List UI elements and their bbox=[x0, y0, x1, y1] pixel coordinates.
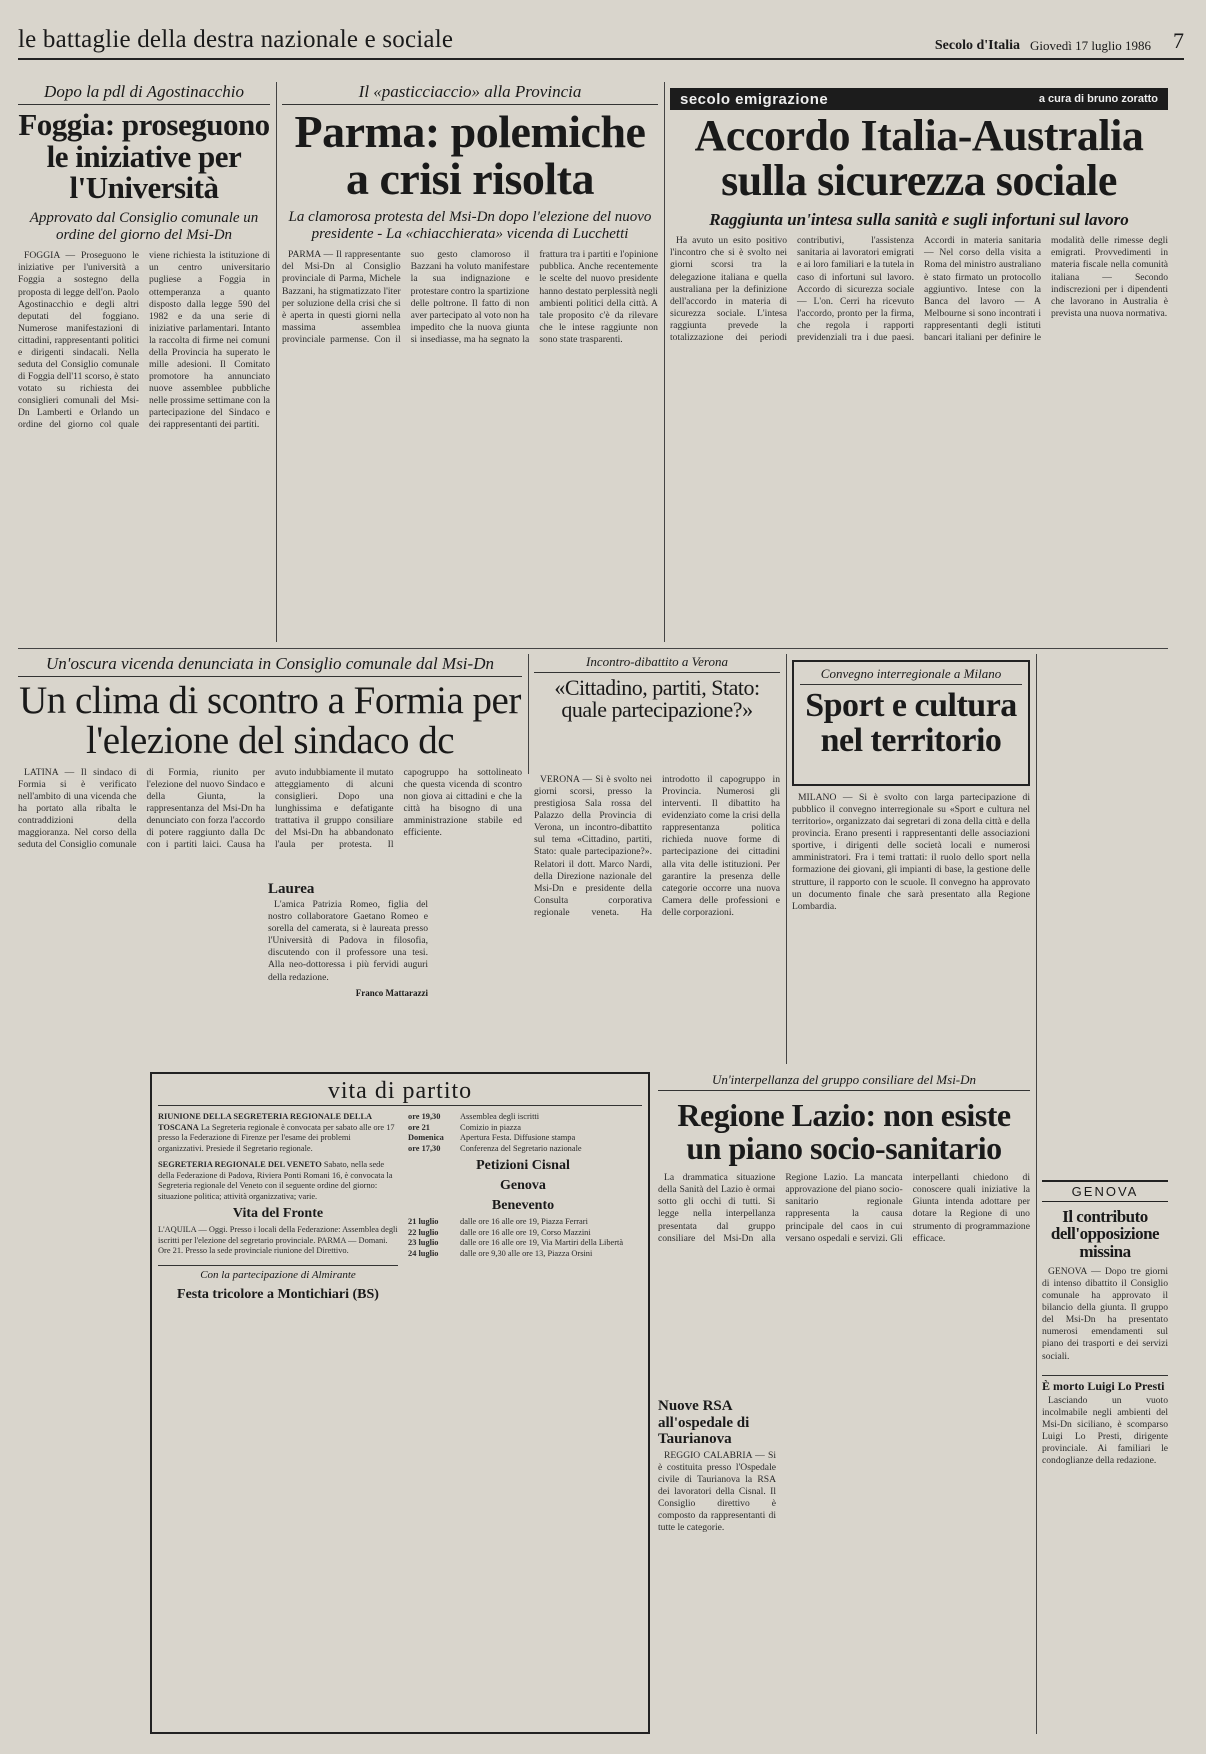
schedule-row bbox=[408, 1228, 638, 1239]
article-body bbox=[282, 249, 658, 346]
vita-columns bbox=[158, 1112, 642, 1306]
article-body bbox=[18, 767, 522, 877]
schedule-row bbox=[408, 1112, 638, 1123]
schedule-time: 22 luglio bbox=[408, 1227, 439, 1237]
schedule-text: Assemblea degli iscritti bbox=[460, 1112, 540, 1121]
schedule-row bbox=[408, 1249, 638, 1260]
article-body bbox=[658, 1172, 1030, 1392]
column-rule bbox=[1036, 654, 1037, 1734]
article-kicker: Il «pasticciaccio» alla Provincia bbox=[282, 82, 658, 105]
article-text: PARMA — Il rappresentante del Msi-Dn al Consiglio provinciale di Parma, Michele Bazzani, ha stigmatizzato l'iter per soluzione della crisi che si è aperta in questi giorni nella massima assemblea provinciale parmense. Con il suo gesto clamoroso il Bazzani ha voluto manifestare la sua indignazione e protestare contro la spartizione delle poltrone. Il fatto di non aver partecipato al voto non ha impedito che la nuova giunta si insediasse, ma ha segnato la frattura tra i partiti e l'opinione pubblica. Anche recentemente le scelte del nuovo presidente hanno destato perplessità negli ambienti politici della città. A tale proposito c'è da rilevare che le intese raggiunte non sono state trasparenti. bbox=[282, 249, 658, 345]
vita-item bbox=[158, 1160, 398, 1202]
vita-item-text: Sabato, nella sede della Federazione di Padova, Riviera Ponti Romani 16, è convocata la Segreteria regionale del Veneto con il seguente ordine del giorno: situazione politica; attività organizzativa; varie. bbox=[158, 1160, 393, 1201]
article-kicker: Incontro-dibattito a Verona bbox=[534, 654, 780, 673]
schedule-row bbox=[408, 1217, 638, 1228]
vita-subheading: Vita del Fronte bbox=[232, 1206, 324, 1221]
row-rule bbox=[18, 648, 1168, 649]
schedule-text: dalle ore 16 alle ore 19, Piazza Ferrari bbox=[460, 1217, 588, 1226]
festa-box bbox=[158, 1265, 398, 1303]
banner-title: secolo emigrazione bbox=[680, 90, 829, 108]
schedule-time: 24 luglio bbox=[408, 1248, 439, 1258]
article-kicker: Convegno interregionale a Milano bbox=[800, 666, 1022, 685]
schedule-time: 21 luglio bbox=[408, 1217, 439, 1226]
laurea-text: L'amica Patrizia Romeo, figlia del nostro collaboratore Gaetano Romeo e sorella del camerata, si è laureata presso l'Università di Padova in filosofia, discutendo con il professore una tesi. Alla neo-dottoressa i più fervidi auguri della redazione. bbox=[268, 899, 428, 983]
vita-title: vita di partito bbox=[158, 1078, 642, 1106]
schedule-time: ore 17,30 bbox=[408, 1143, 441, 1153]
laurea-box bbox=[268, 881, 428, 998]
article-body bbox=[18, 250, 270, 432]
vita-di-partito-box bbox=[150, 1072, 650, 1734]
article-subhead: Raggiunta un'intesa sulla sanità e sugli infortuni sul lavoro bbox=[709, 209, 1129, 229]
vita-column-left bbox=[158, 1112, 398, 1306]
schedule-row bbox=[408, 1238, 638, 1249]
article-text: LATINA — Il sindaco di Formia si è verificato nell'ambito di una vicenda che ha portato alla ribalta le contraddizioni della maggioranza. Nel corso della seduta del Consiglio comunale di Formia, riunito per l'elezione del nuovo Sindaco e della Giunta, la rappresentanza del Msi-Dn ha denunciato con forza l'accordo di potere raggiunto dalla Dc con i partiti laici. Causa ha avuto indubbiamente il mutato atteggiamento di alcuni consiglieri. Dopo una lunghissima e defatigante trattativa il gruppo consiliare del Msi-Dn ha abbandonato l'aula per protesta. Il capogruppo ha sottolineato che questa vicenda di scontro non giova ai cittadini e che la città ha bisogno di una amministrazione stabile ed efficiente. bbox=[18, 766, 522, 850]
article-kicker: Un'oscura vicenda denunciata in Consiglio comunale dal Msi-Dn bbox=[18, 654, 522, 677]
masthead bbox=[18, 18, 1184, 60]
article-subhead: La clamorosa protesta del Msi-Dn dopo l'elezione del nuovo presidente - La «chiacchierata» vicenda di Lucchetti bbox=[288, 208, 652, 243]
article-headline: Un clima di scontro a Formia per l'elezione del sindaco dc bbox=[19, 679, 521, 762]
column-rule bbox=[528, 654, 529, 774]
article-text: Ha avuto un esito positivo l'incontro che si è svolto nei giorni scorsi tra la delegazione italiana e quella australiana per la definizione dell'accordo in materia di sicurezza sociale. L'intesa raggiunta prevede la totalizzazione dei periodi contributivi, l'assistenza sanitaria ai lavoratori emigrati e ai loro familiari e la tutela in caso di infortuni sul lavoro. Accordo di sicurezza sociale — L'on. Cerri ha ricevuto l'accordo, pronto per la firma, che regola i rapporti previdenziali tra i due paesi. Accordi in materia sanitaria — Nel corso della visita a Roma del ministro australiano è stato firmato un protocollo aggiuntivo. Intese con la Banca del lavoro — A Melbourne si sono incontrati i rappresentanti degli istituti bancari italiani per definire le modalità delle rimesse degli emigrati. Provvedimenti in materia fiscale nella comunità italiana — Secondo indiscrezioni per i dipendenti che lavorano in Australia è prevista una nuova normativa. bbox=[670, 235, 1168, 343]
article-australia bbox=[670, 88, 1168, 642]
page-number: 7 bbox=[1173, 28, 1184, 53]
schedule-text: Comizio in piazza bbox=[460, 1122, 521, 1132]
article-body bbox=[534, 774, 780, 920]
article-genova bbox=[1042, 1180, 1168, 1734]
column-rule bbox=[786, 654, 787, 1064]
genova-tag: GENOVA bbox=[1042, 1180, 1168, 1202]
festa-heading: Festa tricolore a Montichiari (BS) bbox=[177, 1286, 379, 1302]
article-foggia bbox=[18, 82, 270, 642]
vita-item-text: La Segreteria regionale è convocata per sabato alle ore 17 presso la Federazione di Firenze per l'esame dei problemi organizzativi. Presiede il Segretario regionale. bbox=[158, 1122, 395, 1153]
schedule-time: 23 luglio bbox=[408, 1238, 439, 1247]
article-signature: Franco Mattarazzi bbox=[355, 987, 428, 998]
schedule-text: Conferenza del Segretario nazionale bbox=[460, 1143, 582, 1153]
article-headline: Accordo Italia-Australia sulla sicurezza sociale bbox=[694, 111, 1144, 205]
laurea-heading: Laurea bbox=[268, 880, 315, 897]
schedule-text: dalle ore 16 alle ore 19, Via Martiri della Libertà bbox=[460, 1238, 624, 1247]
petizioni-heading: Petizioni Cisnal bbox=[476, 1158, 570, 1173]
article-subhead: Approvato dal Consiglio comunale un ordine del giorno del Msi-Dn bbox=[29, 209, 259, 244]
article-headline: Parma: polemiche a crisi risolta bbox=[294, 106, 646, 204]
vita-item-heading: SEGRETERIA REGIONALE DEL VENETO bbox=[158, 1160, 322, 1169]
section-title: le battaglie della destra nazionale e sociale bbox=[18, 26, 454, 53]
schedule-text: dalle ore 16 alle ore 19, Corso Mazzini bbox=[460, 1227, 591, 1237]
article-kicker: Dopo la pdl di Agostinacchio bbox=[18, 82, 270, 105]
festa-kicker: Con la partecipazione di Almirante bbox=[200, 1268, 356, 1281]
article-headline: Regione Lazio: non esiste un piano socio-sanitario bbox=[677, 1097, 1011, 1166]
masthead-right bbox=[935, 28, 1184, 54]
schedule-row bbox=[408, 1144, 638, 1155]
vita-item bbox=[158, 1112, 398, 1154]
article-text: GENOVA — Dopo tre giorni di intenso dibattito il Consiglio comunale ha approvato il bilancio della giunta. Il gruppo del Msi-Dn ha presentato numerosi emendamenti sul piano dei trasporti e dei servizi sociali. bbox=[1042, 1265, 1168, 1362]
vita-item-heading: RIUNIONE DELLA SEGRETERIA REGIONALE DELLA TOSCANA bbox=[158, 1112, 372, 1132]
rsa-text: REGGIO CALABRIA — Si è costituita presso l'Ospedale civile di Taurianova la RSA dei lavoratori della Cisnal. Il Consiglio direttivo è composto da rappresentanti di tutte le categorie. bbox=[658, 1449, 776, 1534]
banner-editor: a cura di bruno zoratto bbox=[1038, 93, 1158, 105]
article-text: MILANO — Si è svolto con larga partecipazione di pubblico il convegno interregionale su «Sport e cultura nel territorio», organizzato dai segretari di zona della città e della provincia. Erano presenti i rappresentanti delle associazioni sportive, i dirigenti delle società locali e numerosi amministratori. Fra i temi trattati: il ruolo dello sport nella formazione dei giovani, gli impianti di base, la gestione delle strutture, il rapporto con le scuole. Il convegno ha approvato un documento finale che sarà presentato alla Regione Lombardia. bbox=[792, 792, 1030, 912]
benevento-heading: Benevento bbox=[491, 1198, 555, 1213]
vita-item-text: L'AQUILA — Oggi. Presso i locali della Federazione: Assemblea degli iscritti per l'elezione del segretario provinciale. PARMA — Domani. Ore 21. Presso la sede provinciale riunione del Direttivo. bbox=[158, 1225, 398, 1255]
rsa-body bbox=[658, 1450, 776, 1537]
article-headline: «Cittadino, partiti, Stato: quale partecipazione?» bbox=[554, 675, 760, 723]
schedule-list bbox=[408, 1217, 638, 1259]
laurea-body bbox=[268, 899, 428, 986]
genova-heading: Genova bbox=[500, 1178, 546, 1193]
article-body bbox=[1042, 1266, 1168, 1365]
schedule-time: Domenica bbox=[408, 1133, 444, 1142]
schedule-text: Apertura Festa. Diffusione stampa bbox=[460, 1133, 576, 1142]
article-text: La drammatica situazione della Sanità del Lazio è ormai sotto gli occhi di tutti. Si legge nella interpellanza presentata dal gruppo consiliare del Msi-Dn alla Regione Lazio. La mancata approvazione del piano socio-sanitario regionale rappresenta la causa principale del caos in cui versano ospedali e servizi. Gli interpellanti chiedono di conoscere quali iniziative la Giunta intenda adottare per dotare la Regione di uno strumento di programmazione efficace. bbox=[658, 1172, 1030, 1244]
article-verona-body bbox=[534, 774, 780, 1064]
obituary-body bbox=[1042, 1395, 1168, 1469]
vita-column-right bbox=[408, 1112, 638, 1306]
obituary-heading: È morto Luigi Lo Presti bbox=[1042, 1375, 1168, 1393]
article-parma bbox=[282, 82, 658, 642]
article-headline: Foggia: proseguono le iniziative per l'Università bbox=[18, 107, 270, 206]
column-rule bbox=[276, 82, 277, 642]
schedule-text: dalle ore 9,30 alle ore 13, Piazza Orsini bbox=[460, 1248, 593, 1258]
schedule-list bbox=[408, 1112, 638, 1154]
article-verona bbox=[534, 654, 780, 774]
article-lazio bbox=[658, 1072, 1030, 1734]
column-rule bbox=[664, 82, 665, 642]
schedule-time: ore 19,30 bbox=[408, 1112, 441, 1121]
schedule-time: ore 21 bbox=[408, 1122, 430, 1132]
rsa-heading: Nuove RSA all'ospedale di Taurianova bbox=[658, 1398, 750, 1448]
schedule-row bbox=[408, 1133, 638, 1144]
section-banner bbox=[670, 88, 1168, 110]
article-text: VERONA — Si è svolto nei giorni scorsi, presso la prestigiosa Sala rossa del Palazzo della Provincia di Verona, un incontro-dibattito sul tema «Cittadino, partiti, Stato: quale partecipazione?». Relatori il dott. Marco Nardi, della Direzione nazionale del Msi-Dn e presidente della Consulta corporativa regionale veneta. Ha introdotto il capogruppo in Provincia. Numerosi gli interventi. Il dibattito ha evidenziato come la crisi della rappresentanza politica richieda nuove forme di partecipazione dei cittadini alla vita delle istituzioni. Per garantire la presenza delle categorie occorre una nuova Camera delle professioni e delle corporazioni. bbox=[534, 774, 780, 918]
article-headline: Il contributo dell'opposizione missina bbox=[1050, 1207, 1160, 1261]
newspaper-name: Secolo d'Italia bbox=[934, 38, 1021, 53]
article-body bbox=[792, 792, 1030, 915]
article-sport bbox=[792, 660, 1030, 786]
obituary-text: Lasciando un vuoto incolmabile negli ambienti del Msi-Dn siciliano, è scomparso Luigi Lo Presti, dirigente provinciale. Ai familiari le condoglianze della redazione. bbox=[1042, 1394, 1168, 1467]
article-text: FOGGIA — Proseguono le iniziative per l'università a Foggia a sostegno della proposta di legge dell'on. Paolo Agostinacchio e degli altri deputati del foggiano. Numerose manifestazioni di cittadini, rappresentanti politici e dirigenti sindacali. Nella seduta del Consiglio comunale di Foggia dell'11 scorso, è stato votato su richiesta dei consiglieri comunali del Msi-Dn Lamberti e Orlando un ordine del giorno col quale viene richiesta la istituzione di un centro universitario pugliese a Foggia in ottemperanza a quanto disposto dalla legge 590 del 1982 e da una serie di iniziative parlamentari. Intanto la raccolta di firme nei comuni della Provincia ha superato le mille adesioni. Il Comitato promotore ha annunciato nuove assemblee pubbliche nelle prossime settimane con la partecipazione del Sindaco e dei rappresentanti dei partiti. bbox=[18, 250, 270, 431]
article-headline: Sport e cultura nel territorio bbox=[805, 687, 1017, 759]
article-kicker: Un'interpellanza del gruppo consiliare del Msi-Dn bbox=[658, 1072, 1030, 1091]
rsa-box bbox=[658, 1398, 776, 1536]
article-body bbox=[670, 235, 1168, 344]
issue-date: Giovedì 17 luglio 1986 bbox=[1030, 38, 1151, 53]
schedule-row bbox=[408, 1123, 638, 1134]
article-sport-body bbox=[792, 792, 1030, 1064]
